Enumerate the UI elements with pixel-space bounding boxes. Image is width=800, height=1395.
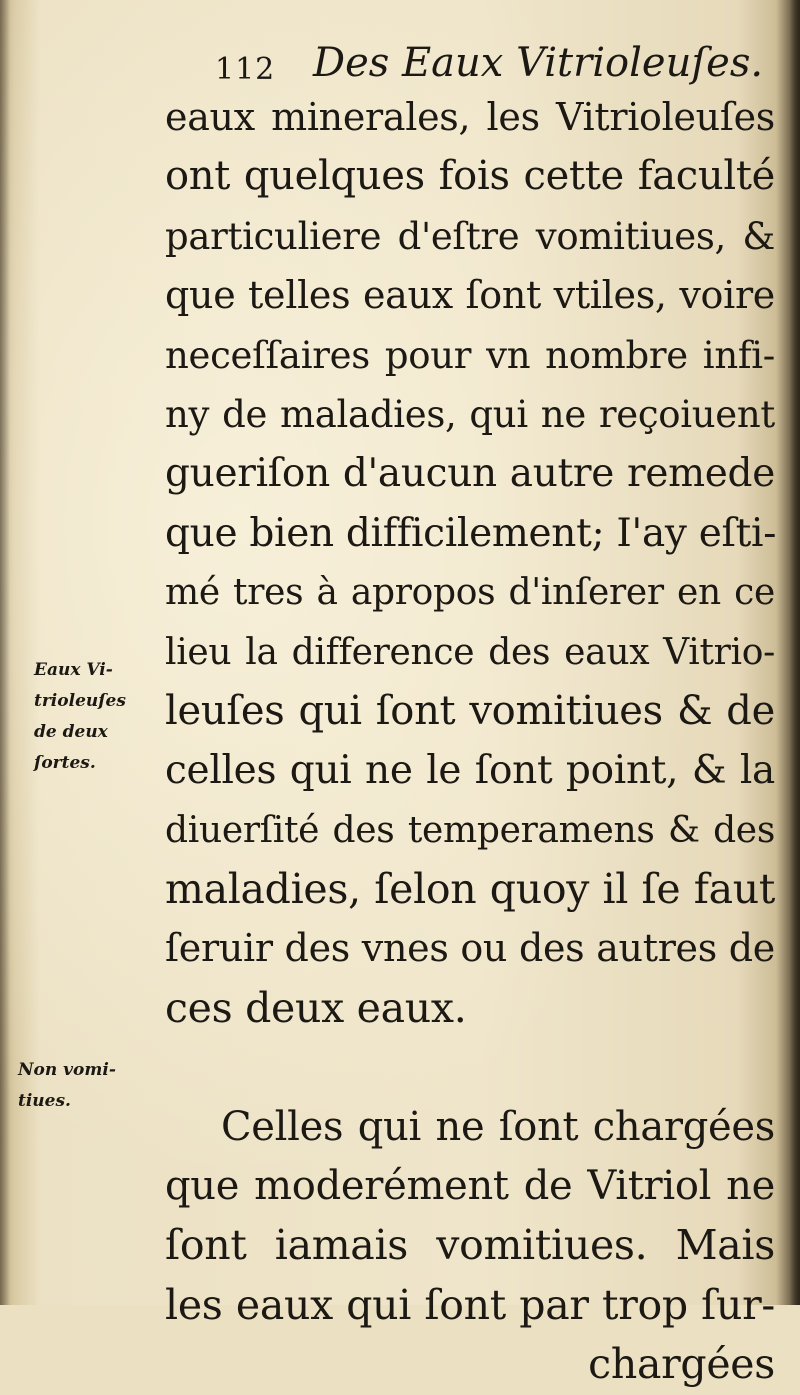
paragraph-gap <box>165 1038 775 1097</box>
text-line: que moderément de Vitriol ne <box>165 1163 775 1210</box>
margin-note-two-kinds <box>34 655 126 779</box>
body-text <box>165 88 775 1395</box>
page-number: 112 <box>215 52 276 87</box>
text-line: ny de maladies, qui ne reçoiuent <box>165 392 775 436</box>
text-line: mé tres à apropos d'inſerer en ce <box>165 572 775 614</box>
margin-note-line: tiues. <box>18 1091 71 1111</box>
text-line: celles qui ne le ſont point, & la <box>165 748 775 794</box>
margin-note-line: Non vomi- <box>18 1060 116 1080</box>
margin-note-line: trioleuſes <box>34 691 126 711</box>
margin-note-line: Eaux Vi- <box>34 660 113 680</box>
catchword: chargées <box>588 1340 775 1389</box>
text-line: que telles eaux ſont vtiles, voire <box>165 273 775 318</box>
text-line: gueriſon d'aucun autre remede <box>165 451 775 497</box>
text-line: que bien difficilement; I'ay eſti- <box>165 510 777 556</box>
text-line: ſont iamais vomitiues. Mais <box>165 1221 775 1270</box>
margin-note-line: de deux <box>34 722 108 742</box>
text-line: neceſſaires pour vn nombre infi- <box>165 333 775 377</box>
margin-note-line: ſortes. <box>34 753 96 773</box>
text-line: diuerſité des temperamens & des <box>165 809 775 851</box>
page-edge-shadow <box>790 0 800 1305</box>
text-line: particuliere d'eſtre vomitiues, & <box>165 214 775 258</box>
text-line: leuſes qui ſont vomitiues & de <box>165 687 775 734</box>
spine-shadow <box>0 0 10 1305</box>
running-title: Des Eaux Vitrioleuſes. <box>313 40 764 86</box>
text-line: ces deux eaux. <box>165 983 467 1032</box>
text-line: Celles qui ne ſont chargées <box>221 1103 775 1150</box>
margin-note-non-emetic <box>18 1055 116 1117</box>
text-line: eaux minerales, les Vitrioleuſes <box>165 95 775 139</box>
text-line: les eaux qui ſont par trop ſur- <box>165 1280 775 1329</box>
text-line: maladies, ſelon quoy il ſe faut <box>165 865 775 914</box>
text-line: ont quelques fois cette faculté <box>165 153 775 200</box>
text-line: ſeruir des vnes ou des autres de <box>165 926 775 971</box>
page-header <box>215 40 775 90</box>
text-line: lieu la difference des eaux Vitrio- <box>165 631 775 673</box>
